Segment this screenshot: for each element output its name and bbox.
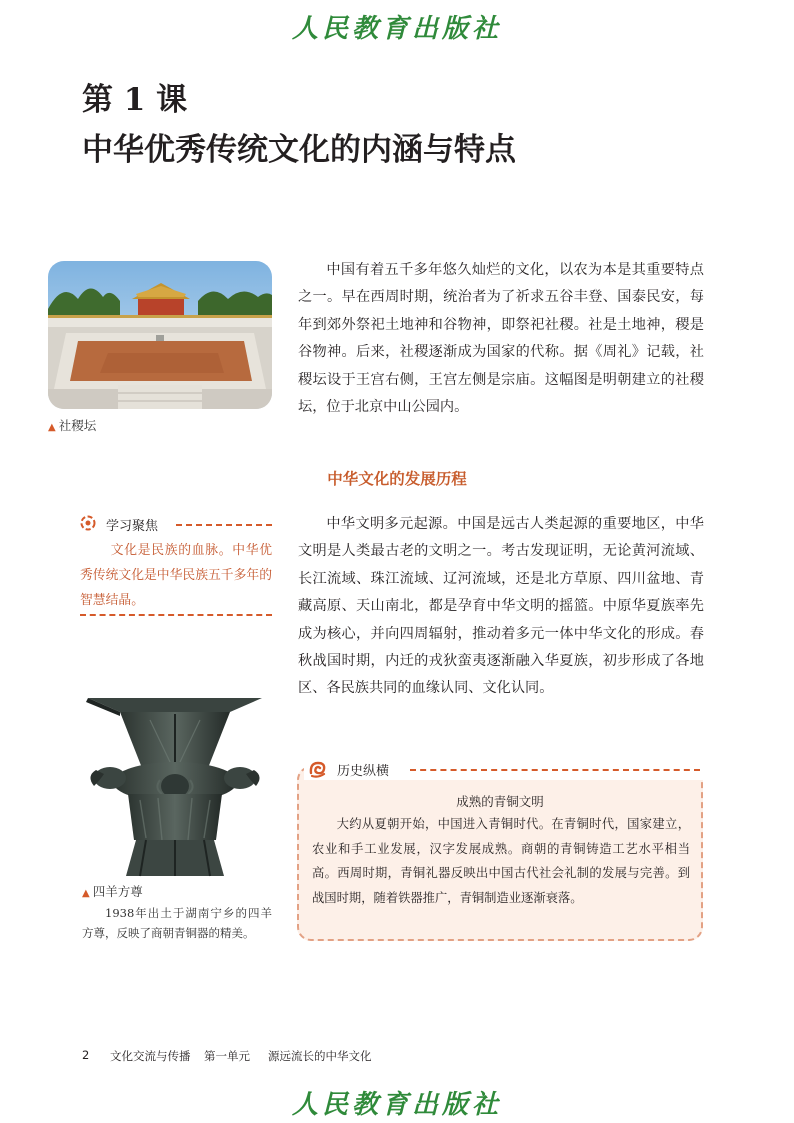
- history-swirl-icon: [308, 759, 328, 779]
- section-paragraph: 中华文明多元起源。中国是远古人类起源的重要地区，中华文明是人类最古老的文明之一。考古发现证明，无论黄河流域、长江流域、珠江流域、辽河流域，还是北方草原、四川盆地、青藏高原、天山南北，都是孕育中华文明的摇篮。中原华夏族率先成为核心，并向四周辐射，推动着多元一体中华文化的形成。春秋战国时期，内迁的戎狄蛮夷逐渐融入华夏族，初步形成了各地区、各民族共同的血缘认同、文化认同。: [298, 516, 704, 697]
- footer-book-title: 文化交流与传播: [110, 1049, 191, 1063]
- footer-unit-title: 源远流长的中华文化: [268, 1049, 372, 1063]
- four-ram-vessel-image: [80, 690, 270, 882]
- vessel-caption-title: ▲ 四羊方尊: [82, 884, 143, 899]
- publisher-logo-bottom: 人民教育出版社: [291, 1090, 502, 1120]
- vessel-caption-text: 1938年出土于湖南宁乡的四羊方尊，反映了商朝青铜器的精美。: [82, 906, 272, 940]
- footer-unit: 第一单元: [204, 1049, 250, 1063]
- focus-text: 文化是民族的血脉。中华优秀传统文化是中华民族五千多年的智慧结晶。: [80, 543, 272, 608]
- focus-target-icon: [80, 515, 96, 531]
- history-sidebar-text: 大约从夏朝开始，中国进入青铜时代。在青铜时代，国家建立，农业和手工业发展，汉字发展成熟。商朝的青铜铸造工艺水平相当高。西周时期，青铜礼器反映出中国古代社会礼制的发展与完善。到战国时期，随着铁器推广，青铜制造业逐渐衰落。: [312, 817, 690, 905]
- learning-focus-header: [80, 514, 272, 534]
- history-sidebar-label: 历史纵横: [337, 764, 390, 779]
- altar-photo: [48, 261, 272, 409]
- focus-label: 学习聚焦: [106, 519, 159, 534]
- intro-paragraph: 中国有着五千多年悠久灿烂的文化，以农为本是其重要特点之一。早在西周时期，统治者为了祈求五谷丰登、国泰民安，每年到郊外祭祀土地神和谷物神，即祭祀社稷。社是土地神，稷是谷物神。后来，社稷逐渐成为国家的代称。据《周礼》记载，社稷坛设于王宫右侧，王宫左侧是宗庙。这幅图是明朝建立的社稷坛，位于北京中山公园内。: [298, 262, 704, 416]
- lesson-title: 中华优秀传统文化的内涵与特点: [82, 132, 516, 168]
- altar-caption: ▲ 社稷坛: [48, 418, 97, 433]
- caption-triangle-icon: ▲: [48, 422, 56, 433]
- page-number: 2: [82, 1048, 90, 1062]
- history-sidebar-title: 成熟的青铜文明: [456, 794, 544, 809]
- focus-divider: [176, 524, 272, 526]
- caption-triangle-icon: ▲: [82, 888, 90, 899]
- section-heading: 中华文化的发展历程: [327, 470, 467, 488]
- publisher-logo-top: 人民教育出版社: [291, 14, 502, 44]
- focus-bottom-divider: [80, 614, 272, 616]
- history-sidebar-divider: [410, 769, 700, 771]
- lesson-number: 第 1 课: [82, 82, 188, 118]
